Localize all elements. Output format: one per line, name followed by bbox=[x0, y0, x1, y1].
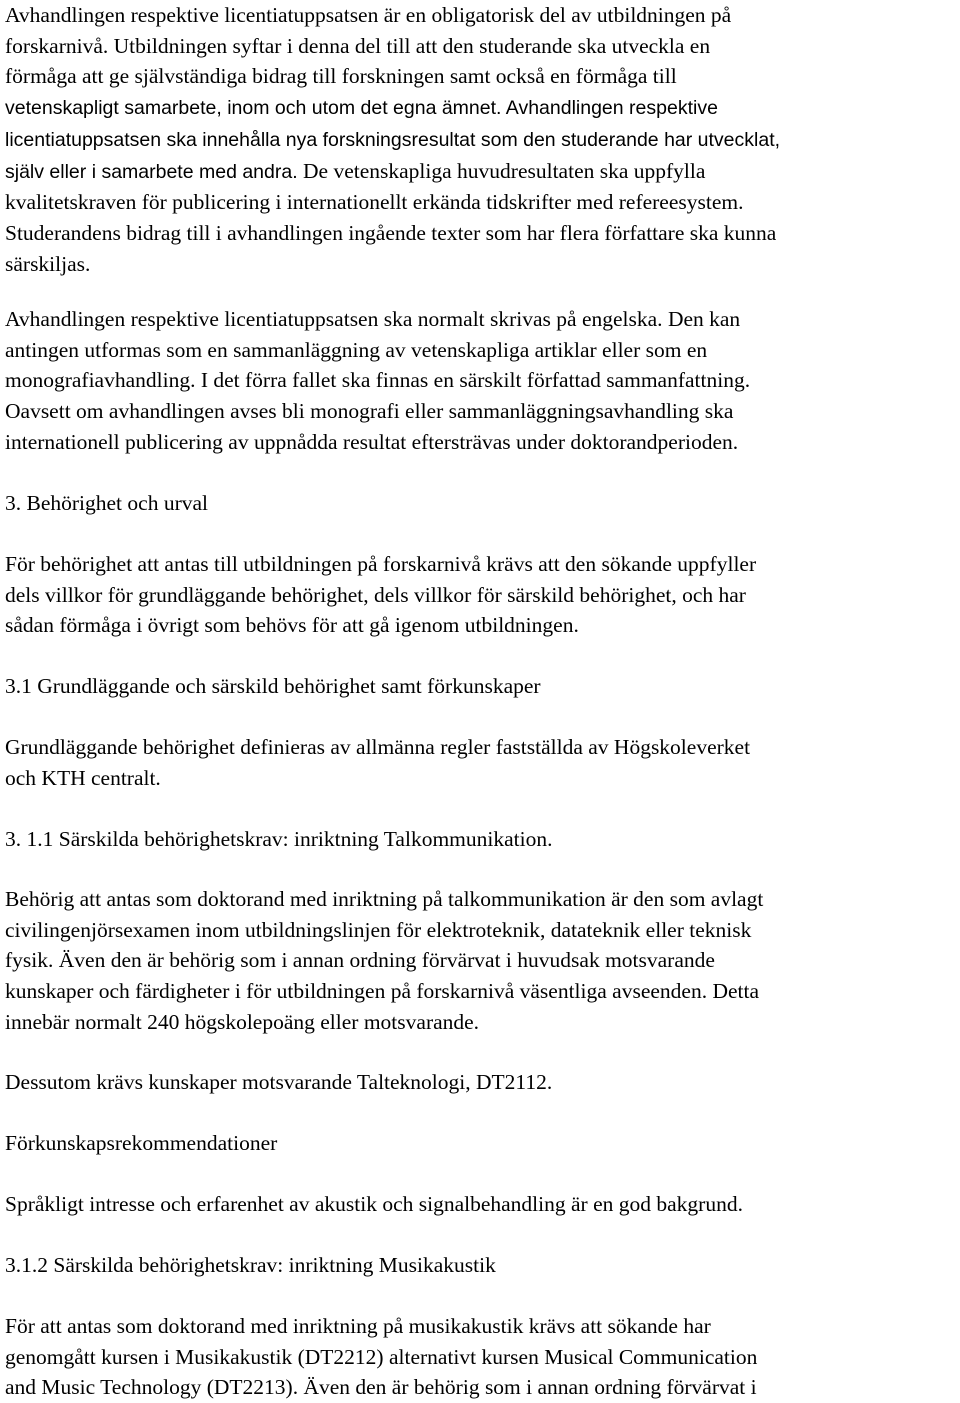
section-heading-music-acoustics: 3.1.2 Särskilda behörighetskrav: inriktning Musikakustik bbox=[5, 1253, 496, 1277]
text-line: Språkligt intresse och erfarenhet av akustik och signalbehandling är en god bakgrund. bbox=[5, 1192, 743, 1216]
section-heading-eligibility: 3. Behörighet och urval bbox=[5, 491, 209, 515]
paragraph-speech-communication bbox=[5, 884, 957, 1038]
text-segment: forskarnivå. Utbildningen syftar i denna del till att den studerande ska utveckla en bbox=[5, 33, 711, 58]
text-segment: Avhandlingen respektive licentiatuppsatsen är en obligatorisk del av utbildningen på bbox=[5, 3, 732, 27]
text-segment: licentiatuppsatsen ska innehålla nya forskningsresultat som den studerande har utvecklat, bbox=[5, 128, 781, 151]
text-line: and Music Technology (DT2213). Även den är behörig som i annan ordning förvärvat i bbox=[5, 1375, 757, 1400]
text-segment: De vetenskapliga huvudresultaten ska uppfylla bbox=[297, 158, 706, 183]
text-line bbox=[5, 156, 957, 188]
text-line bbox=[5, 427, 957, 458]
text-line: och KTH centralt. bbox=[5, 765, 161, 790]
text-line bbox=[5, 249, 957, 280]
text-segment: Avhandlingen respektive licentiatuppsatsen ska normalt skrivas på engelska. bbox=[5, 307, 663, 331]
text-segment: monografiavhandling. I det förra fallet ska finnas en särskilt författad sammanfattning. bbox=[5, 368, 751, 393]
text-segment: kvalitetskraven för publicering i internationellt erkända tidskrifter med refereesystem. bbox=[5, 190, 744, 215]
paragraph-basic-eligibility bbox=[5, 732, 957, 793]
text-segment: antingen utformas som en sammanläggning av vetenskapliga artiklar eller som en bbox=[5, 337, 708, 362]
text-segment: själv eller i samarbete med andra. bbox=[5, 160, 298, 183]
text-segment: internationell publicering av uppnådda resultat eftersträvas under doktorandperioden. bbox=[5, 429, 739, 454]
paragraph-thesis-language bbox=[5, 304, 957, 458]
text-line: dels villkor för grundläggande behörighet, dels villkor för särskild behörighet, och har bbox=[5, 582, 746, 607]
text-line: kunskaper och färdigheter i för utbildningen på forskarnivå väsentliga avseenden. Detta bbox=[5, 979, 760, 1004]
paragraph-speech-technology-requirement bbox=[5, 1067, 957, 1098]
text-line: Behörig att antas som doktorand med inriktning på talkommunikation är den som avlagt bbox=[5, 887, 764, 911]
text-line bbox=[5, 218, 957, 249]
text-line bbox=[5, 365, 957, 396]
text-line: fysik. Även den är behörig som i annan ordning förvärvat i huvudsak motsvarande bbox=[5, 948, 715, 973]
text-segment: särskiljas. bbox=[5, 251, 91, 276]
text-line: Dessutom krävs kunskaper motsvarande Talteknologi, DT2112. bbox=[5, 1070, 553, 1094]
text-line: civilingenjörsexamen inom utbildningslinjen för elektroteknik, datateknik eller teknisk bbox=[5, 917, 752, 942]
section-heading-basic-eligibility: 3.1 Grundläggande och särskild behörighet samt förkunskaper bbox=[5, 674, 541, 698]
text-line bbox=[5, 92, 957, 124]
section-heading-prerequisite-recommendations: Förkunskapsrekommendationer bbox=[5, 1131, 278, 1155]
text-segment: Studerandens bidrag till i avhandlingen ingående texter som har flera författare ska kunna bbox=[5, 220, 777, 245]
text-line: Grundläggande behörighet definieras av allmänna regler fastställda av Högskoleverket bbox=[5, 735, 751, 759]
text-segment: vetenskapligt samarbete, inom och utom det egna ämnet. bbox=[5, 97, 502, 120]
text-line bbox=[5, 187, 957, 218]
paragraph-eligibility-intro bbox=[5, 549, 957, 641]
text-line: genomgått kursen i Musikakustik (DT2212) alternativt kursen Musical Communication bbox=[5, 1344, 758, 1369]
section-heading-speech-communication: 3. 1.1 Särskilda behörighetskrav: inriktning Talkommunikation. bbox=[5, 827, 553, 851]
text-line: sådan förmåga i övrigt som behövs för att gå igenom utbildningen. bbox=[5, 613, 579, 638]
text-line bbox=[5, 61, 957, 92]
text-line bbox=[5, 124, 957, 156]
paragraph-thesis-requirements bbox=[5, 0, 957, 279]
text-line bbox=[5, 0, 957, 31]
paragraph-music-acoustics bbox=[5, 1311, 957, 1403]
text-line bbox=[5, 304, 957, 335]
paragraph-prerequisite-recommendations bbox=[5, 1189, 957, 1220]
text-line: innebär normalt 240 högskolepoäng eller motsvarande. bbox=[5, 1009, 480, 1034]
text-segment: Oavsett om avhandlingen avses bli monografi eller sammanläggningsavhandling ska bbox=[5, 399, 734, 424]
text-segment: Den kan bbox=[662, 307, 741, 331]
text-segment: Avhandlingen respektive bbox=[501, 97, 718, 120]
text-line bbox=[5, 335, 957, 366]
text-line: För behörighet att antas till utbildningen på forskarnivå krävs att den sökande uppfyller bbox=[5, 552, 757, 576]
text-line bbox=[5, 396, 957, 427]
text-segment: förmåga att ge självständiga bidrag till forskningen samt också en förmåga till bbox=[5, 64, 677, 89]
text-line bbox=[5, 31, 957, 62]
text-line: För att antas som doktorand med inriktning på musikakustik krävs att sökande har bbox=[5, 1314, 711, 1338]
